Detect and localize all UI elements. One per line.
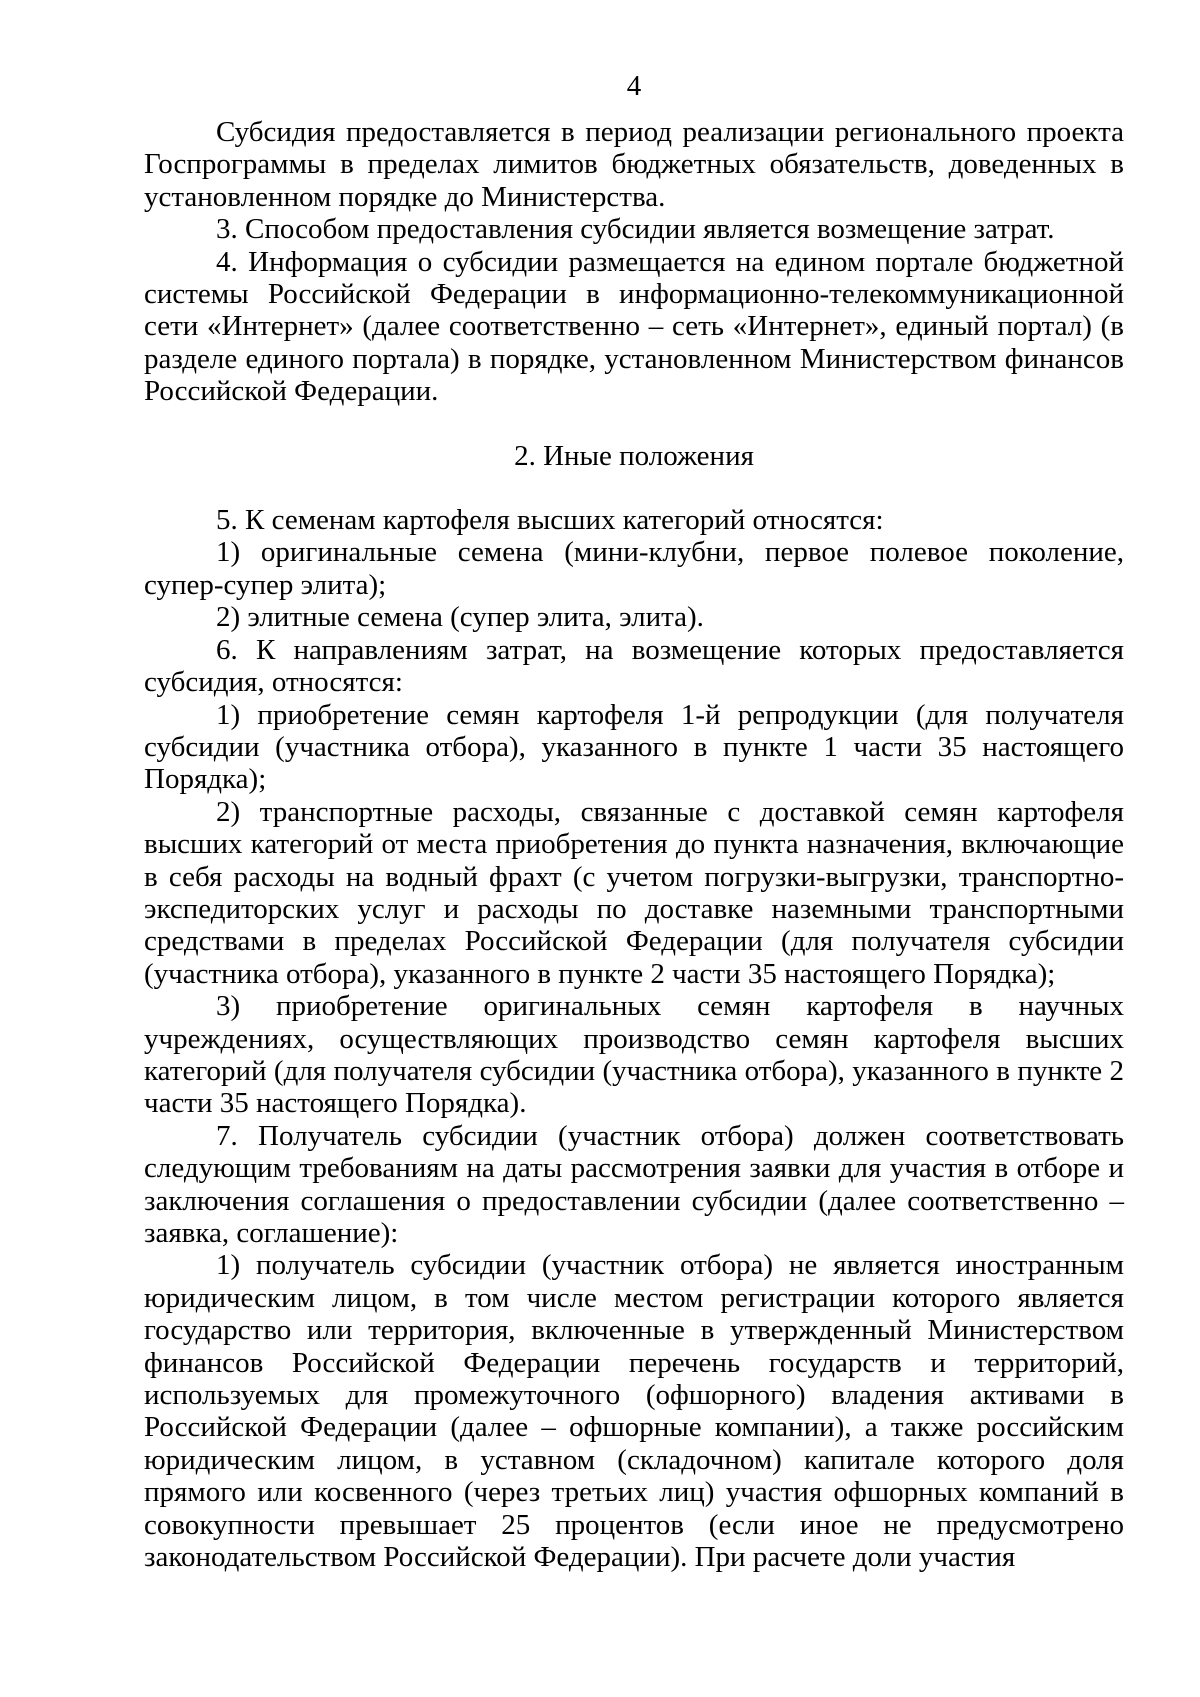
page-number: 4	[626, 70, 642, 102]
section-title: 2. Иные положения	[514, 439, 754, 472]
paragraph-item-5-1: 1) оригинальные семена (мини-клубни, первое полевое поколение, супер-супер элита);	[144, 536, 1124, 601]
paragraph-item-6-2: 2) транспортные расходы, связанные с доставкой семян картофеля высших категорий от места приобретения до пункта назначения, включающие в себя расходы на водный фрахт (с учетом погрузки-выгрузки, транспортно-экспедиторских услуг и расходы по доставке наземными транспортными средствами в пределах Российской Федерации (для получателя субсидии (участника отбора), указанного в пункте 2 части 35 настоящего Порядка);	[144, 795, 1124, 990]
paragraph-subsidy-period: Субсидия предоставляется в период реализации регионального проекта Госпрограммы в пределах лимитов бюджетных обязательств, доведенных в установленном порядке до Министерства.	[144, 116, 1124, 213]
document-page	[144, 0, 1124, 1573]
paragraph-item-4: 4. Информация о субсидии размещается на едином портале бюджетной системы Российской Федерации в информационно-телекоммуникационной сети «Интернет» (далее соответственно – сеть «Интернет», единый портал) (в разделе единого портала) в порядке, установленном Министерством финансов Российской Федерации.	[144, 245, 1124, 408]
paragraph-item-7: 7. Получатель субсидии (участник отбора) должен соответствовать следующим требованиям на даты рассмотрения заявки для участия в отборе и заключения соглашения о предоставлении субсидии (далее соответственно – заявка, соглашение):	[144, 1119, 1124, 1249]
paragraph-item-5: 5. К семенам картофеля высших категорий относятся:	[216, 504, 884, 537]
paragraph-item-7-1: 1) получатель субсидии (участник отбора) не является иностранным юридическим лицом, в том числе местом регистрации которого является государство или территория, включенные в утвержденный Министерством финансов Российской Федерации перечень государств и территорий, используемых для промежуточного (офшорного) владения активами в Российской Федерации (далее – офшорные компании), а также российским юридическим лицом, в уставном (складочном) капитале которого доля прямого или косвенного (через третьих лиц) участия офшорных компаний в совокупности превышает 25 процентов (если иное не предусмотрено законодательством Российской Федерации). При расчете доли участия	[144, 1249, 1124, 1574]
paragraph-item-6-3: 3) приобретение оригинальных семян картофеля в научных учреждениях, осуществляющих производство семян картофеля высших категорий (для получателя субсидии (участника отбора), указанного в пункте 2 части 35 настоящего Порядка).	[144, 990, 1124, 1120]
paragraph-item-6: 6. К направлениям затрат, на возмещение которых предоставляется субсидия, относятся:	[144, 633, 1124, 699]
paragraph-item-3: 3. Способом предоставления субсидии является возмещение затрат.	[216, 213, 1055, 246]
paragraph-item-6-1: 1) приобретение семян картофеля 1-й репродукции (для получателя субсидии (участника отбора), указанного в пункте 1 части 35 настоящего Порядка);	[144, 698, 1124, 796]
paragraph-item-5-2: 2) элитные семена (супер элита, элита).	[216, 601, 704, 634]
